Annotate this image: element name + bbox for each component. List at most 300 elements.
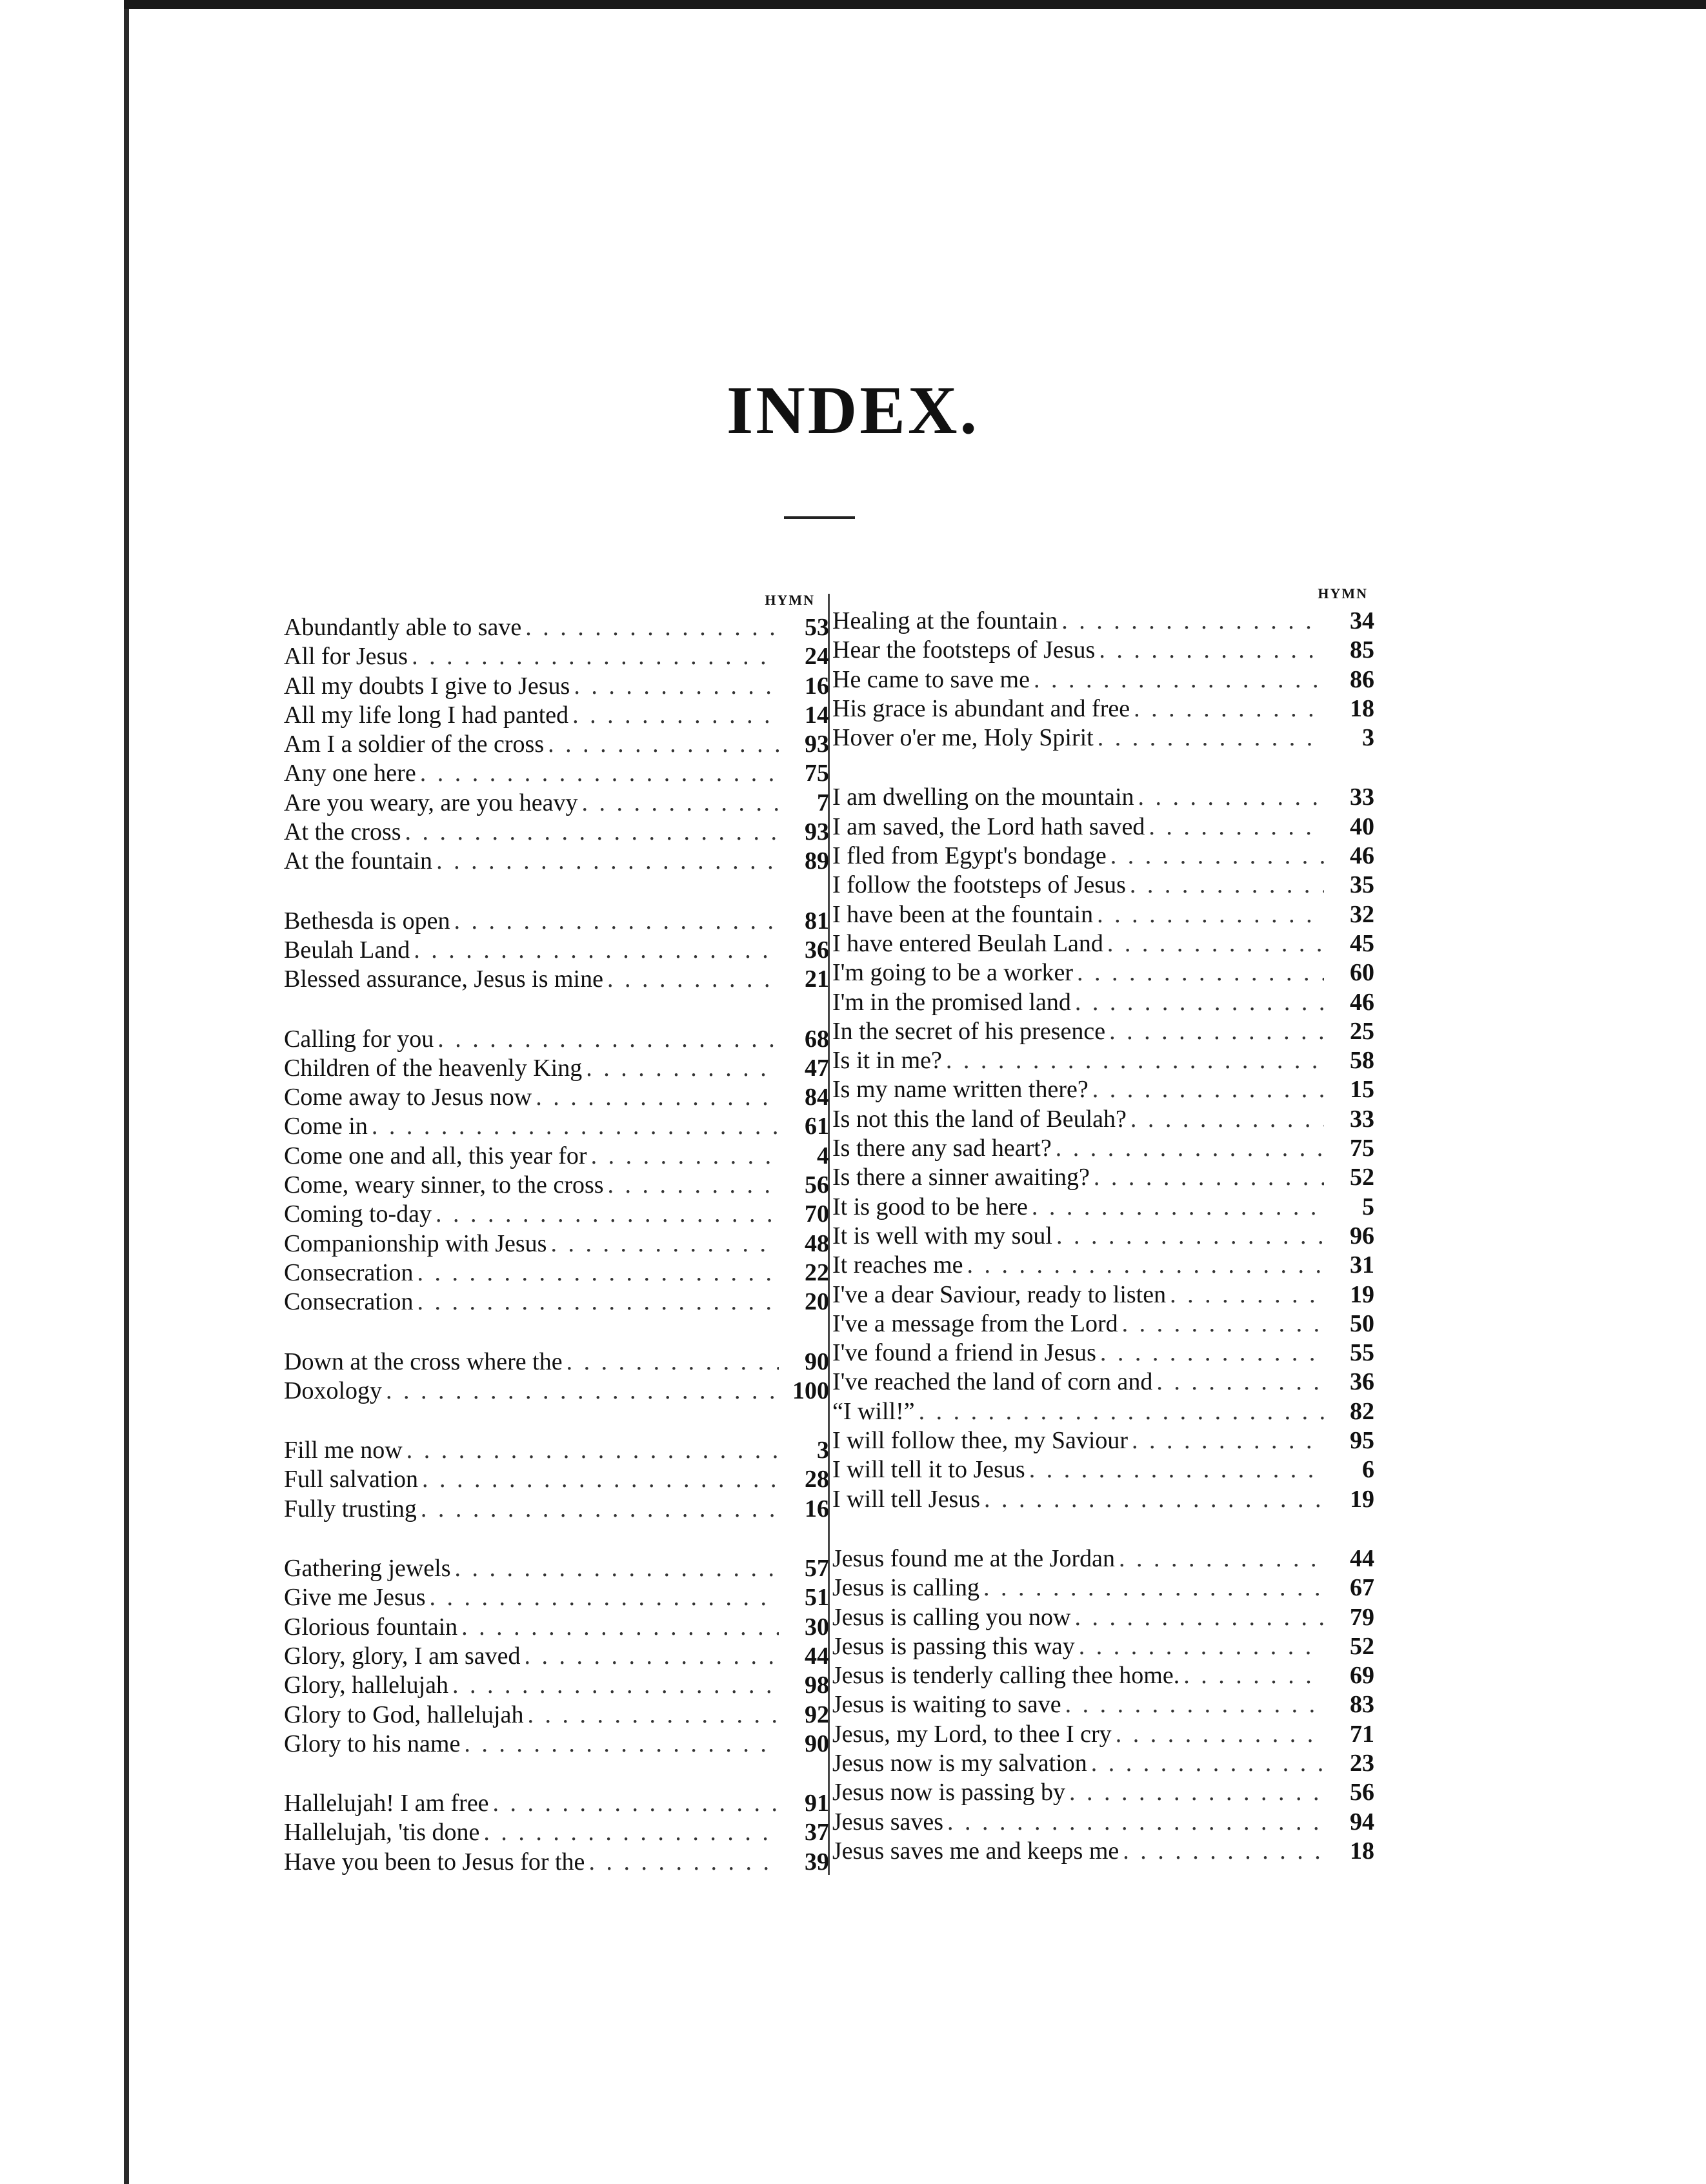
hymn-number: 94 [1350,1808,1374,1835]
dot-leader [421,1495,779,1524]
hymn-number: 40 [1350,813,1374,840]
dot-leader [1034,665,1324,694]
dot-leader [1091,1749,1324,1778]
index-entry [832,1603,1374,1632]
dot-leader [572,701,779,730]
dot-leader [608,1171,779,1200]
hymn-title: Is there any sad heart? [832,1135,1052,1162]
dot-leader [1074,1603,1324,1632]
dot-leader [967,1251,1324,1280]
dot-leader [591,1142,779,1171]
dot-leader [436,1200,779,1229]
hymn-title: Glory, glory, I am saved [284,1642,521,1670]
hymn-title: Come in [284,1113,368,1140]
hymn-number: 18 [1350,694,1374,722]
hymn-number: 56 [805,1171,829,1199]
index-group [284,1436,829,1524]
column-header-right: HYMN [1318,585,1368,602]
hymn-number: 93 [805,731,829,758]
hymn-number: 34 [1350,607,1374,634]
hymn-title: Any one here [284,760,416,787]
dot-leader [1065,1690,1324,1719]
dot-leader [417,1288,779,1317]
hymn-title: He came to save me [832,665,1030,693]
hymn-number: 75 [805,760,829,787]
hymn-number: 96 [1350,1222,1374,1249]
hymn-number: 46 [1350,988,1374,1016]
hymn-number: 70 [805,1200,829,1228]
index-entry [832,1720,1374,1749]
hymn-number: 36 [1350,1368,1374,1396]
dot-leader [1069,1778,1324,1807]
hymn-number: 16 [805,672,829,700]
dot-leader [588,1848,779,1877]
index-entry [832,1222,1374,1251]
index-entry [832,1193,1374,1222]
hymn-number: 60 [1350,959,1374,987]
hymn-number: 50 [1350,1309,1374,1337]
index-entry [832,1485,1374,1514]
hymn-number: 32 [1350,900,1374,928]
dot-leader [607,965,779,994]
dot-leader [946,1046,1324,1075]
hymn-number: 39 [805,1848,829,1876]
dot-leader [1094,1163,1324,1192]
hymn-title: Come away to Jesus now [284,1084,532,1111]
dot-leader [417,1259,779,1288]
index-entry [832,1339,1374,1368]
index-entry [284,1229,829,1259]
index-entry [284,642,829,671]
dot-leader [1097,900,1324,929]
dot-leader [436,847,779,876]
hymn-title: Give me Jesus [284,1584,426,1612]
hymn-number: 14 [805,701,829,729]
index-entry [284,1348,829,1377]
hymn-number: 44 [805,1642,829,1670]
hymn-title: Bethesda is open [284,907,450,935]
hymn-number: 83 [1350,1691,1374,1719]
group-gap [284,995,829,1025]
dot-leader [567,1348,779,1377]
hymn-number: 55 [1350,1339,1374,1367]
hymn-title: Calling for you [284,1025,434,1053]
hymn-title: At the fountain [284,847,433,875]
hymn-title: Hallelujah! I am free [284,1790,489,1817]
index-group [284,1025,829,1317]
hymn-title: Is there a sinner awaiting? [832,1164,1090,1191]
dot-leader [1092,1075,1324,1104]
index-entry [284,1200,829,1229]
hymn-number: 6 [1362,1456,1374,1484]
hymn-number: 69 [1350,1662,1374,1690]
hymn-title: Am I a soldier of the cross [284,731,545,758]
index-group [284,613,829,876]
hymn-title: I've a message from the Lord [832,1309,1118,1337]
dot-leader [1107,929,1324,958]
index-entry [832,1075,1374,1104]
index-group [832,607,1374,753]
hymn-title: Blessed assurance, Jesus is mine [284,966,603,993]
hymn-title: Hear the footsteps of Jesus [832,636,1096,664]
hymn-title: Jesus found me at the Jordan [832,1544,1115,1572]
dot-leader [454,907,779,936]
dot-leader [1138,783,1324,812]
hymn-title: Companionship with Jesus [284,1229,547,1257]
index-group [284,1348,829,1406]
dot-leader [1134,694,1324,723]
hymn-number: 89 [805,847,829,875]
hymn-title: It is good to be here [832,1193,1028,1220]
hymn-title: Glory, hallelujah [284,1672,449,1699]
index-entry [284,1642,829,1671]
hymn-title: Jesus saves [832,1808,944,1835]
index-column-right [832,581,1374,1866]
hymn-title: Beulah Land [284,936,410,964]
index-entry [832,1046,1374,1075]
hymn-title: Gathering jewels [284,1555,451,1582]
index-entry [284,1054,829,1083]
hymn-title: Consecration [284,1288,414,1316]
hymn-number: 56 [1350,1779,1374,1806]
dot-leader [414,936,779,965]
index-group [284,1554,829,1759]
index-entry [832,665,1374,694]
index-entry [284,1112,829,1141]
title-rule [784,516,855,519]
hymn-number: 61 [805,1113,829,1140]
index-entry [832,871,1374,900]
dot-leader [548,730,779,759]
dot-leader [581,789,779,818]
index-entry [832,1280,1374,1309]
hymn-title: Glory to his name [284,1730,461,1757]
index-column-left [284,587,829,1877]
hymn-number: 3 [817,1437,829,1464]
hymn-number: 33 [1350,1105,1374,1133]
hymn-number: 31 [1350,1251,1374,1279]
hymn-title: Fill me now [284,1437,403,1464]
hymn-title: I'm going to be a worker [832,959,1074,987]
hymn-number: 92 [805,1701,829,1728]
hymn-number: 79 [1350,1603,1374,1631]
index-entry [832,1309,1374,1339]
dot-leader [430,1583,779,1612]
hymn-number: 16 [805,1495,829,1522]
hymn-number: 19 [1350,1280,1374,1308]
dot-leader [1130,871,1324,900]
index-entry [284,818,829,847]
scan-left-edge [124,0,129,2184]
index-entry [284,847,829,876]
hymn-number: 57 [805,1555,829,1582]
hymn-title: It is well with my soul [832,1222,1052,1249]
hymn-number: 84 [805,1084,829,1111]
dot-leader [1056,1222,1324,1251]
index-groups-left [284,613,829,1877]
dot-leader [1130,1105,1324,1134]
hymn-number: 90 [805,1348,829,1375]
hymn-number: 82 [1350,1397,1374,1425]
hymn-number: 90 [805,1730,829,1757]
index-entry [284,613,829,642]
index-entry [832,929,1374,958]
dot-leader [527,1701,779,1730]
index-entry [832,1749,1374,1778]
index-entry [832,1661,1374,1690]
hymn-title: Children of the heavenly King [284,1054,583,1082]
index-entry [832,842,1374,871]
hymn-number: 81 [805,907,829,935]
index-entry [284,1583,829,1612]
hymn-title: Hover o'er me, Holy Spirit [832,724,1094,752]
group-gap [832,753,1374,783]
dot-leader [1099,636,1324,665]
dot-leader [1079,1632,1324,1661]
hymn-title: Come, weary sinner, to the cross [284,1171,604,1199]
hymn-title: Glory to God, hallelujah [284,1701,524,1728]
dot-leader [1032,1193,1324,1222]
scan-top-edge [124,0,1706,9]
index-groups-right [832,607,1374,1866]
hymn-title: Come one and all, this year for [284,1142,587,1169]
hymn-title: Healing at the fountain [832,607,1058,634]
index-entry [284,1730,829,1759]
index-entry [284,1818,829,1847]
dot-leader [1077,958,1324,987]
hymn-title: Down at the cross where the [284,1348,563,1375]
hymn-number: 19 [1350,1485,1374,1513]
hymn-title: Abundantly able to save [284,614,522,641]
dot-leader [1149,813,1324,842]
index-entry [284,936,829,965]
hymn-title: I've a dear Saviour, ready to listen [832,1280,1167,1308]
dot-leader [464,1730,779,1759]
dot-leader [983,1573,1324,1603]
index-entry [284,1377,829,1406]
hymn-number: 44 [1350,1544,1374,1572]
dot-leader [550,1229,779,1259]
dot-leader [984,1485,1324,1514]
index-entry [832,988,1374,1017]
hymn-title: Doxology [284,1377,382,1404]
index-entry [284,907,829,936]
dot-leader [1100,1339,1324,1368]
hymn-title: Jesus is passing this way [832,1632,1075,1660]
hymn-title: All for Jesus [284,643,408,671]
hymn-number: 52 [1350,1164,1374,1191]
hymn-number: 18 [1350,1837,1374,1865]
hymn-number: 20 [805,1288,829,1316]
index-group [832,783,1374,1513]
hymn-number: 85 [1350,636,1374,664]
hymn-number: 93 [805,818,829,846]
dot-leader [1109,1017,1324,1046]
hymn-number: 28 [805,1466,829,1493]
hymn-title: Hallelujah, 'tis done [284,1819,480,1846]
hymn-title: Jesus now is my salvation [832,1749,1087,1777]
hymn-title: His grace is abundant and free [832,694,1130,722]
hymn-title: Jesus saves me and keeps me [832,1837,1119,1865]
hymn-number: 23 [1350,1749,1374,1777]
group-gap [284,1406,829,1436]
dot-leader [455,1554,779,1583]
index-entry [284,1789,829,1818]
hymn-number: 15 [1350,1076,1374,1104]
index-entry [284,1171,829,1200]
hymn-number: 45 [1350,929,1374,957]
dot-leader [1116,1720,1324,1749]
hymn-number: 5 [1362,1193,1374,1220]
hymn-number: 4 [817,1142,829,1169]
index-entry [284,1083,829,1112]
hymn-title: Jesus is calling [832,1574,979,1602]
hymn-title: Is not this the land of Beulah? [832,1105,1127,1133]
hymn-title: I will tell Jesus [832,1485,981,1513]
dot-leader [452,1671,779,1700]
hymn-number: 33 [1350,784,1374,811]
hymn-title: Is it in me? [832,1047,942,1075]
dot-leader [525,1642,779,1671]
dot-leader [406,1436,779,1465]
index-entry [832,1163,1374,1192]
hymn-number: 98 [805,1672,829,1699]
hymn-title: Jesus is tenderly calling thee home. [832,1662,1180,1690]
hymn-title: All my doubts I give to Jesus [284,672,570,700]
index-entry [284,1259,829,1288]
hymn-title: Is my name written there? [832,1076,1089,1104]
index-entry [832,723,1374,753]
index-entry [284,1554,829,1583]
index-entry [284,1025,829,1054]
dot-leader [1075,988,1324,1017]
index-entry [832,636,1374,665]
index-entry [284,1613,829,1642]
hymn-number: 68 [805,1025,829,1053]
dot-leader [483,1818,779,1847]
hymn-title: At the cross [284,818,401,846]
hymn-number: 37 [805,1819,829,1846]
hymn-title: Are you weary, are you heavy [284,789,578,816]
index-entry [284,1288,829,1317]
dot-leader [461,1613,779,1642]
dot-leader [1122,1309,1324,1339]
hymn-number: 21 [805,966,829,993]
hymn-number: 67 [1350,1574,1374,1602]
hymn-number: 25 [1350,1017,1374,1045]
hymn-title: It reaches me [832,1251,963,1279]
hymn-number: 46 [1350,842,1374,870]
hymn-title: All my life long I had panted [284,701,569,729]
hymn-title: Glorious fountain [284,1613,458,1641]
hymn-number: 86 [1350,665,1374,693]
index-entry [832,607,1374,636]
index-entry [284,1495,829,1524]
dot-leader [493,1789,779,1818]
index-entry [832,1573,1374,1603]
dot-leader [1123,1837,1324,1866]
hymn-title: I have been at the fountain [832,900,1094,928]
hymn-title: I've found a friend in Jesus [832,1339,1096,1367]
index-entry [832,694,1374,723]
hymn-title: Jesus is calling you now [832,1603,1071,1631]
dot-leader [1110,842,1324,871]
index-entry [832,1397,1374,1426]
index-entry [284,789,829,818]
hymn-number: 48 [805,1229,829,1257]
hymn-number: 100 [792,1377,829,1404]
index-entry [284,759,829,788]
dot-leader [1029,1455,1324,1484]
index-entry [832,1368,1374,1397]
index-entry [832,1837,1374,1866]
hymn-number: 51 [805,1584,829,1612]
dot-leader [405,818,779,847]
dot-leader [1119,1544,1324,1573]
hymn-title: I've reached the land of corn and [832,1368,1153,1396]
dot-leader [1156,1368,1324,1397]
dot-leader [536,1083,779,1112]
index-entry [832,1632,1374,1661]
group-gap [284,1759,829,1789]
index-group [284,1789,829,1877]
dot-leader [420,759,779,788]
dot-leader [586,1054,779,1083]
index-entry [284,1142,829,1171]
hymn-number: 22 [805,1259,829,1286]
index-entry [284,701,829,730]
index-entry [284,1701,829,1730]
index-entry [832,1455,1374,1484]
index-entry [284,672,829,701]
index-entry [284,1671,829,1700]
dot-leader [1061,607,1324,636]
hymn-title: Full salvation [284,1466,418,1493]
hymn-title: Have you been to Jesus for the [284,1848,585,1876]
index-entry [832,958,1374,987]
dot-leader [525,613,779,642]
dot-leader [919,1397,1324,1426]
dot-leader [422,1465,779,1494]
index-entry [832,1808,1374,1837]
dot-leader [1183,1661,1324,1690]
index-entry [832,1251,1374,1280]
dot-leader [1170,1280,1324,1309]
group-gap [284,1317,829,1348]
group-gap [284,876,829,907]
hymn-title: I follow the footsteps of Jesus [832,871,1126,899]
hymn-title: I will follow thee, my Saviour [832,1427,1129,1455]
index-entry [832,783,1374,812]
dot-leader [437,1025,779,1054]
hymn-title: Jesus, my Lord, to thee I cry [832,1720,1112,1748]
hymn-title: I have entered Beulah Land [832,929,1103,957]
hymn-title: I am dwelling on the mountain [832,784,1134,811]
index-group [284,907,829,995]
index-entry [284,1465,829,1494]
index-entry [832,1778,1374,1807]
dot-leader [386,1377,779,1406]
dot-leader [1056,1134,1324,1163]
hymn-number: 95 [1350,1427,1374,1455]
hymn-title: In the secret of his presence [832,1017,1106,1045]
hymn-number: 35 [1350,871,1374,899]
hymn-title: Coming to-day [284,1200,432,1228]
group-gap [284,1524,829,1554]
index-entry [832,1017,1374,1046]
index-entry [832,813,1374,842]
index-entry [284,965,829,994]
